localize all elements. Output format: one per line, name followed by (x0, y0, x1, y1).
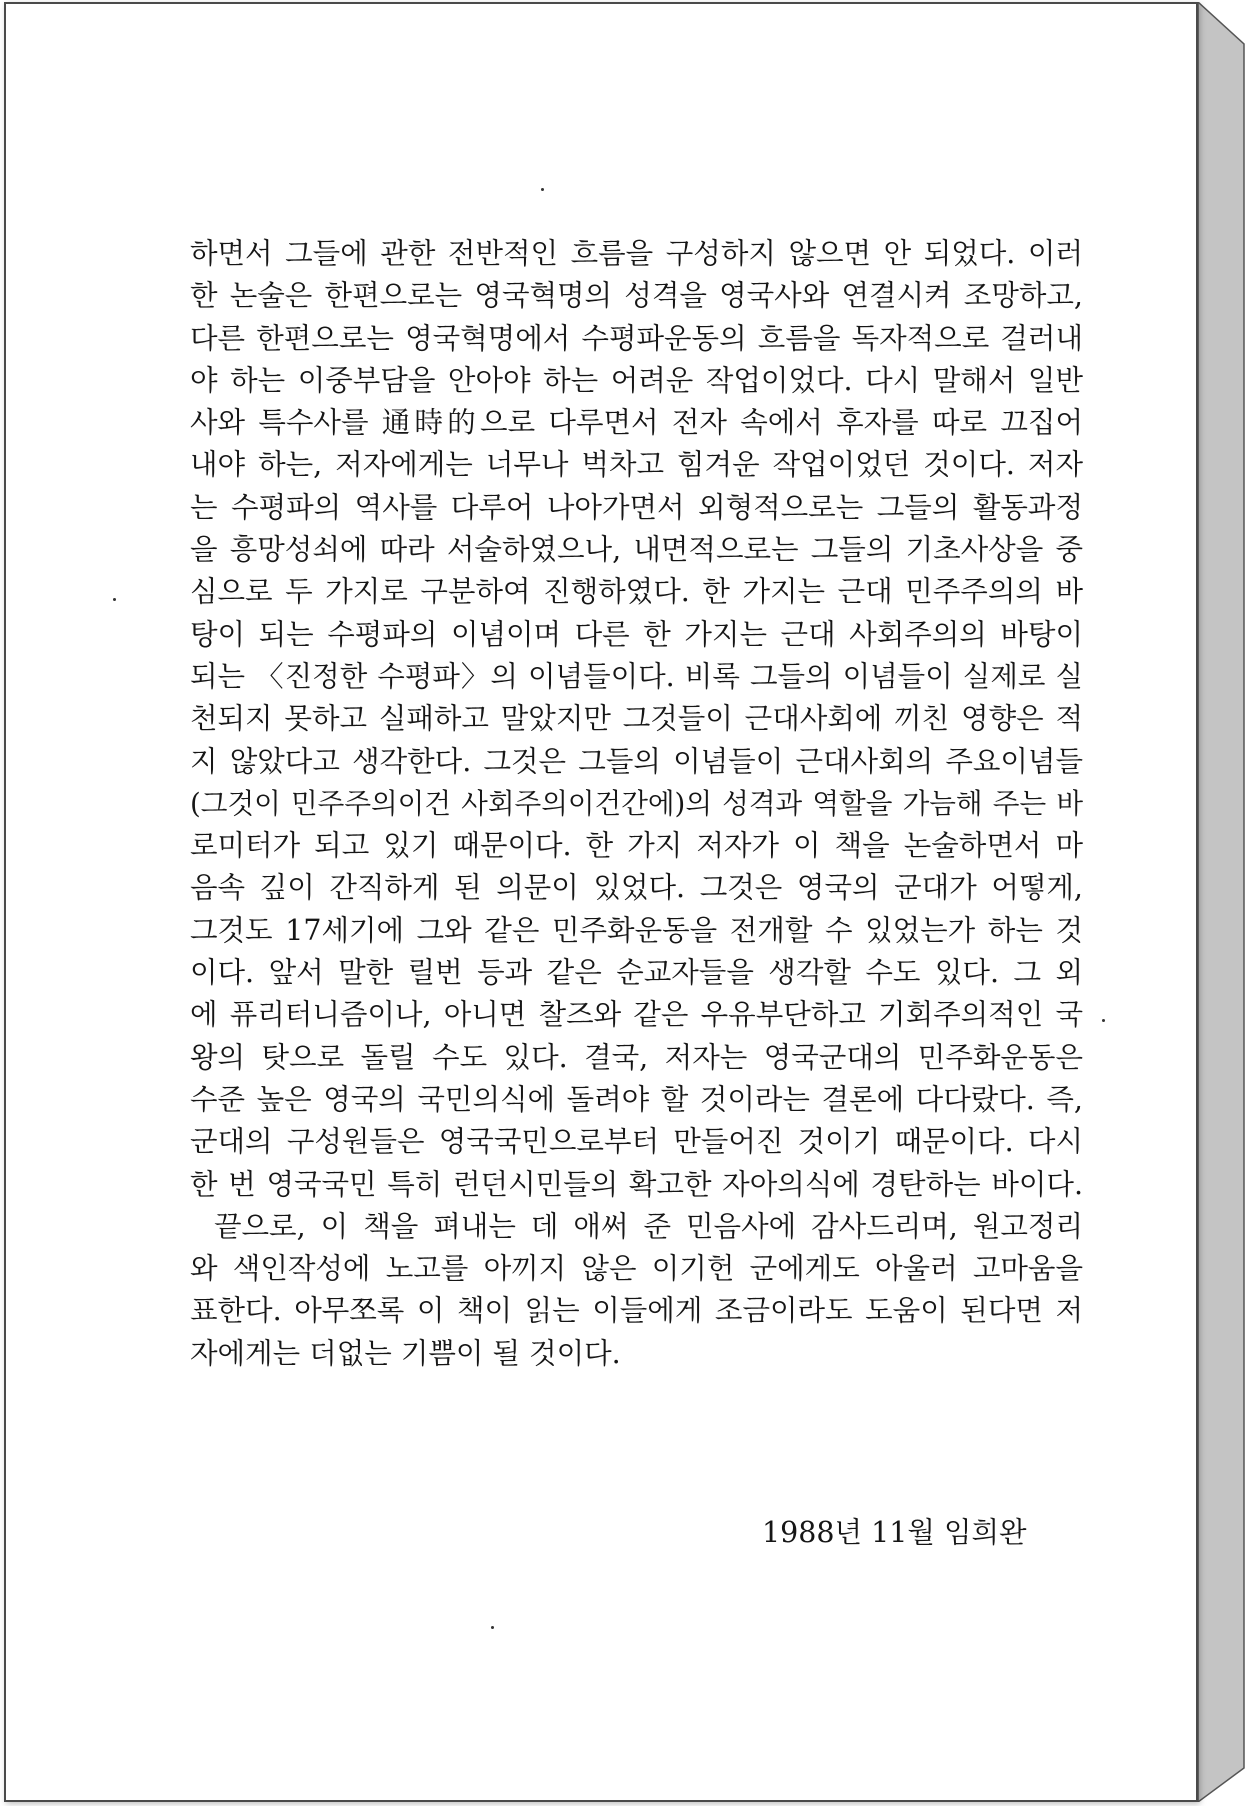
text-line: 한 논술은 한편으로는 영국혁명의 성격을 영국사와 연결시켜 조망하고, (190, 279, 1083, 313)
text-line: 그것도 17세기에 그와 같은 민주화운동을 전개할 수 있었는가 하는 것 (190, 913, 1083, 947)
text-line: 다른 한편으로는 영국혁명에서 수평파운동의 흐름을 독자적으로 걸러내 (190, 321, 1083, 355)
text-line: 이다. 앞서 말한 릴번 등과 같은 순교자들을 생각할 수도 있다. 그 외 (190, 956, 1083, 990)
text-line: 끝으로, 이 책을 펴내는 데 애써 준 민음사에 감사드리며, 원고정리 (214, 1209, 1083, 1243)
text-line: 에 퓨리터니즘이나, 아니면 찰즈와 같은 우유부단하고 기회주의적인 국 (190, 998, 1083, 1032)
preface-body-text (190, 233, 1083, 1375)
text-line: 수준 높은 영국의 국민의식에 돌려야 할 것이라는 결론에 다다랐다. 즉, (190, 1082, 1083, 1116)
scan-speck (541, 188, 544, 191)
text-line: 음속 깊이 간직하게 된 의문이 있었다. 그것은 영국의 군대가 어떻게, (190, 871, 1083, 905)
page-stack-edge (1198, 2, 1248, 1802)
text-line: 심으로 두 가지로 구분하여 진행하였다. 한 가지는 근대 민주주의의 바 (190, 575, 1083, 609)
text-line: 로미터가 되고 있기 때문이다. 한 가지 저자가 이 책을 논술하면서 마 (190, 829, 1083, 863)
scan-speck (113, 598, 116, 601)
text-line: 사와 특수사를 通時的으로 다루면서 전자 속에서 후자를 따로 끄집어 (190, 406, 1083, 440)
page-stack-edge-fill (1198, 2, 1244, 1802)
text-line: 내야 하는, 저자에게는 너무나 벅차고 힘겨운 작업이었던 것이다. 저자 (190, 448, 1083, 482)
text-line: 되는 〈진정한 수평파〉의 이념들이다. 비록 그들의 이념들이 실제로 실 (190, 659, 1083, 693)
text-line: (그것이 민주주의이건 사회주의이건간에)의 성격과 역할을 가늠해 주는 바 (190, 786, 1083, 820)
scan-speck (491, 1626, 494, 1629)
text-line: 천되지 못하고 실패하고 말았지만 그것들이 근대사회에 끼친 영향은 적 (190, 702, 1083, 736)
text-line: 탕이 되는 수평파의 이념이며 다른 한 가지는 근대 사회주의의 바탕이 (190, 617, 1083, 651)
text-line: 자에게는 더없는 기쁨이 될 것이다. (190, 1336, 621, 1370)
scan-speck (1102, 1019, 1105, 1022)
text-line: 군대의 구성원들은 영국국민으로부터 만들어진 것이기 때문이다. 다시 (190, 1125, 1083, 1159)
text-line: 지 않았다고 생각한다. 그것은 그들의 이념들이 근대사회의 주요이념들 (190, 744, 1083, 778)
text-line: 하면서 그들에 관한 전반적인 흐름을 구성하지 않으면 안 되었다. 이러 (190, 237, 1083, 270)
text-line: 야 하는 이중부담을 안아야 하는 어려운 작업이었다. 다시 말해서 일반 (190, 363, 1083, 397)
date-and-author-signature: 1988년 11월 임희완 (762, 1516, 1027, 1549)
text-line: 는 수평파의 역사를 다루어 나아가면서 외형적으로는 그들의 활동과정 (190, 490, 1083, 524)
text-line: 표한다. 아무쪼록 이 책이 읽는 이들에게 조금이라도 도움이 된다면 저 (190, 1294, 1083, 1328)
text-line: 을 흥망성쇠에 따라 서술하였으나, 내면적으로는 그들의 기초사상을 중 (190, 533, 1083, 567)
text-line: 한 번 영국국민 특히 런던시민들의 확고한 자아의식에 경탄하는 바이다. (190, 1167, 1083, 1201)
text-line: 와 색인작성에 노고를 아끼지 않은 이기헌 군에게도 아울러 고마움을 (190, 1252, 1083, 1286)
text-line: 왕의 탓으로 돌릴 수도 있다. 결국, 저자는 영국군대의 민주화운동은 (190, 1040, 1083, 1074)
